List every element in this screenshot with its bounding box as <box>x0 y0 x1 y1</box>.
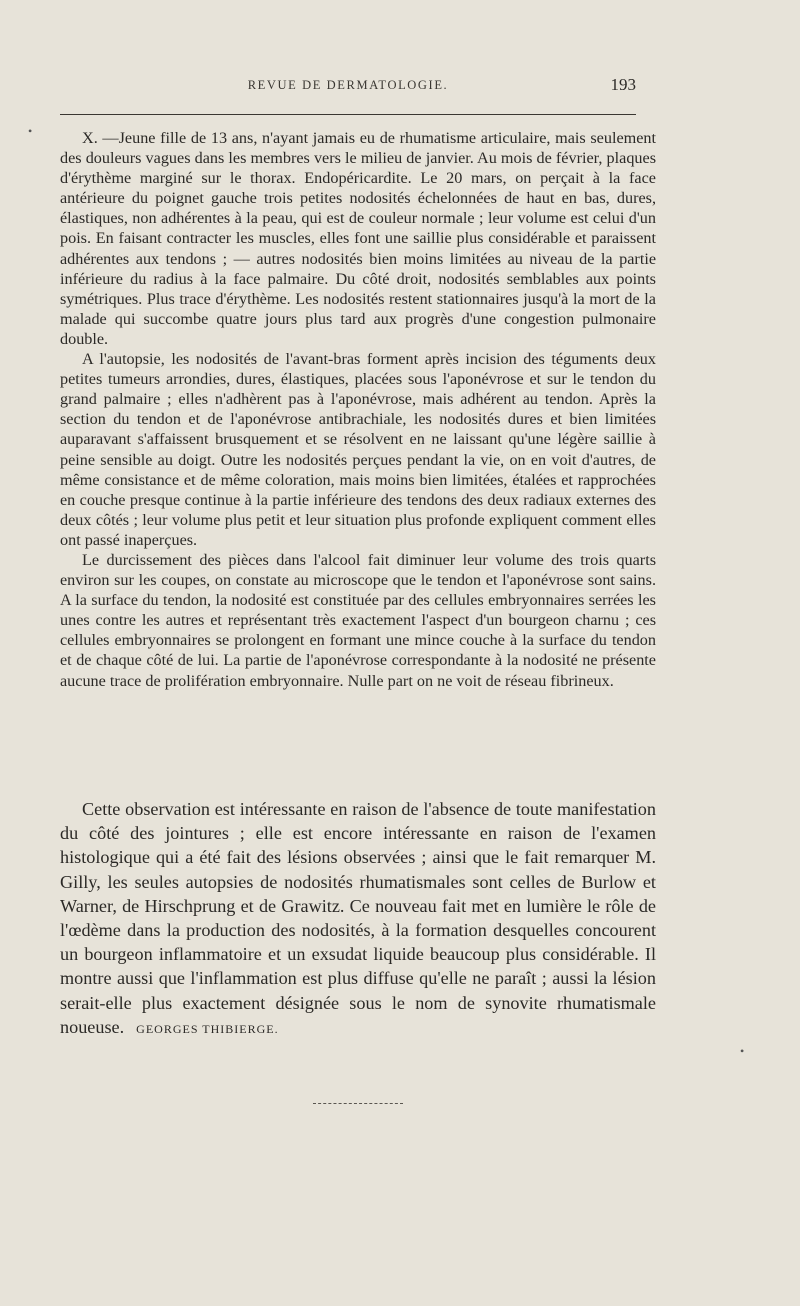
commentary-text: Cette observation est intéressante en raison de l'absence de toute manifestation du côté des jointures ; elle est encore intéressante en raison de l'examen histologique qui a été fait des lésions observées ; ainsi que le fait remarquer M. Gilly, les seules autopsies de nodosités rhumatismales sont celles de Burlow et Warner, de Hirschprung et de Grawitz. Ce nouveau fait met en lumière le rôle de l'œdème dans la production des nodosités, à la formation desquelles concourent un bourgeon inflammatoire et un exsudat liquide beaucoup plus considérable. Il montre aussi que l'inflammation est plus diffuse qu'elle ne paraît ; aussi la lésion serait-elle plus exactement désignée sous le nom de synovite rhumatismale noueuse. <box>60 799 656 1037</box>
commentary-paragraph <box>60 797 656 1041</box>
closing-rule <box>313 1103 403 1104</box>
page-number: 193 <box>610 75 636 94</box>
case-report <box>60 128 656 691</box>
margin-mark: • <box>28 124 33 138</box>
page-header <box>60 75 636 100</box>
commentary <box>60 797 656 1041</box>
autopsy-paragraph: A l'autopsie, les nodosités de l'avant-bras forment après incision des téguments deux petites tumeurs arrondies, dures, élastiques, placées sous l'aponévrose et sur le tendon du grand palmaire ; elles n'adhèrent pas à l'aponévrose, mais adhérent au tendon. Après la section du tendon et de l'aponévrose antibrachiale, les nodosités dures et bien limitées auparavant s'affaissent brusquement et se résolvent en ne laissant qu'une légère saillie à peine sensible au doigt. Outre les nodosités perçues pendant la vie, on en voit d'autres, de même consistance et de même coloration, mais moins bien limitées, étalées et rapprochées en couche presque continue à la partie inférieure des tendons des deux radiaux externes des deux côtés ; leur volume plus petit et leur situation plus profonde expliquent comment elles ont passé inaperçues. <box>60 350 656 549</box>
margin-mark-right: • <box>740 1044 745 1058</box>
histology-paragraph: Le durcissement des pièces dans l'alcool fait diminuer leur volume des trois quarts environ sur les coupes, on constate au microscope que le tendon et l'aponévrose sont sains. A la surface du tendon, la nodosité est constituée par des cellules embryonnaires serrées les unes contre les autres et représentant très exactement l'aspect d'un bourgeon charnu ; ces cellules embryonnaires se prolongent en formant une mince couche à la surface du tendon et de chaque côté de lui. La partie de l'aponévrose correspondante à la nodosité ne présente aucune trace de prolifération embryonnaire. Nulle part on ne voit de réseau fibrineux. <box>60 550 656 690</box>
header-rule <box>60 114 636 115</box>
case-paragraph: X. —Jeune fille de 13 ans, n'ayant jamais eu de rhumatisme articulaire, mais seulement des douleurs vagues dans les membres vers le milieu de janvier. Au mois de février, plaques d'érythème marginé sur le thorax. Endopéricardite. Le 20 mars, on perçait à la face antérieure du poignet gauche trois petites nodosités échelonnées de haut en bas, dures, élastiques, non adhérentes à la peau, qui est de couleur normale ; leur volume est celui d'un pois. En faisant contracter les muscles, elles font une saillie plus considérable et paraissent adhérentes aux tendons ; — autres nodosités bien moins limitées au niveau de la partie inférieure du radius à la face palmaire. Du côté droit, nodosités semblables aux points symétriques. Plus trace d'érythème. Les nodosités restent stationnaires jusqu'à la mort de la malade qui succombe quatre jours plus tard aux progrès d'une congestion pulmonaire double. <box>60 129 656 348</box>
author-signature: GEORGES THIBIERGE. <box>136 1021 279 1036</box>
running-title: REVUE DE DERMATOLOGIE. <box>247 78 449 92</box>
